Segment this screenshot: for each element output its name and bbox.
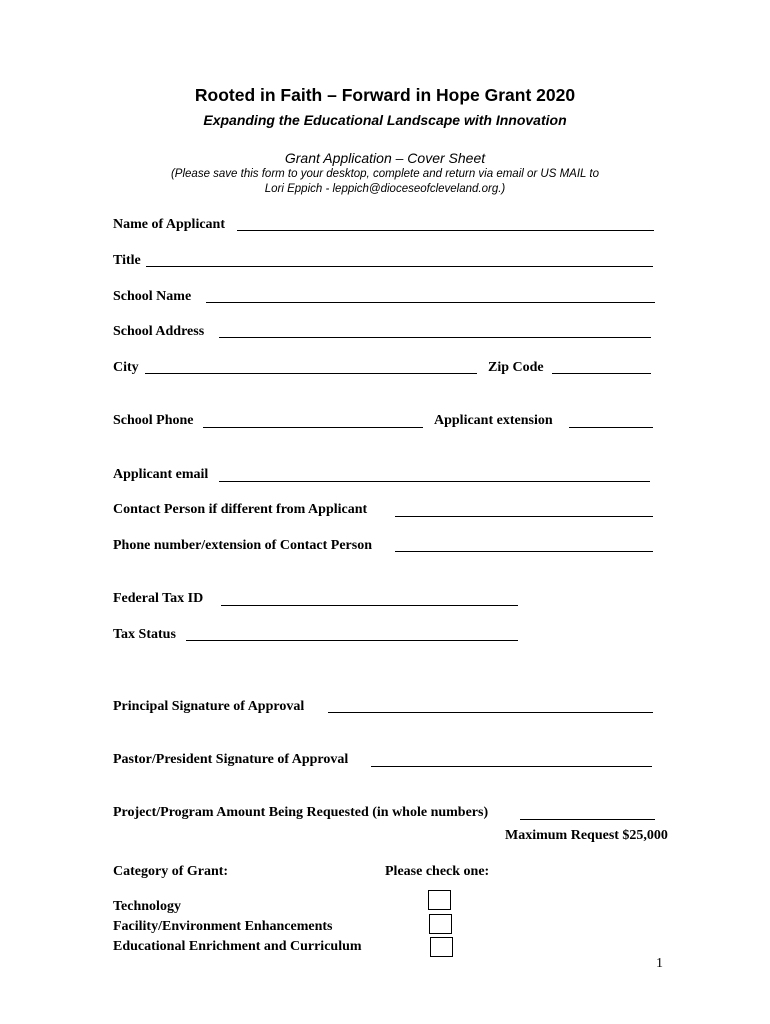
school-name-field[interactable] [206,302,655,303]
category-option-enrichment: Educational Enrichment and Curriculum [113,939,362,954]
applicant-email-label: Applicant email [113,467,209,482]
pastor-signature-field[interactable] [371,766,652,767]
category-label: Category of Grant: [113,864,229,879]
applicant-extension-field[interactable] [569,427,653,428]
school-name-label: School Name [113,289,192,304]
tax-status-field[interactable] [186,640,518,641]
contact-phone-label: Phone number/extension of Contact Person [113,538,372,553]
contact-phone-field[interactable] [395,551,653,552]
zip-code-label: Zip Code [488,360,544,375]
instruction-line-1: (Please save this form to your desktop, complete and return via email or US MAIL to [170,168,600,180]
category-option-facility: Facility/Environment Enhancements [113,919,333,934]
title-label: Title [113,253,141,268]
category-option-technology: Technology [113,899,181,914]
applicant-email-field[interactable] [219,481,650,482]
instruction-line-2: Lori Eppich - leppich@dioceseofcleveland.org.) [264,183,506,195]
federal-tax-id-field[interactable] [221,605,518,606]
name-of-applicant-field[interactable] [237,230,654,231]
zip-code-field[interactable] [552,373,651,374]
school-address-field[interactable] [219,337,651,338]
maximum-request-note: Maximum Request $25,000 [505,828,668,843]
principal-signature-label: Principal Signature of Approval [113,699,305,714]
title-field[interactable] [146,266,653,267]
school-phone-field[interactable] [203,427,423,428]
amount-requested-field[interactable] [520,819,655,820]
page-number: 1 [656,956,663,971]
school-phone-label: School Phone [113,413,194,428]
tax-status-label: Tax Status [113,627,176,642]
principal-signature-field[interactable] [328,712,653,713]
form-subtitle: Expanding the Educational Landscape with Innovation [203,112,567,128]
name-of-applicant-label: Name of Applicant [113,217,225,232]
technology-checkbox[interactable] [428,890,451,910]
facility-checkbox[interactable] [429,914,452,934]
school-address-label: School Address [113,324,205,339]
pastor-signature-label: Pastor/President Signature of Approval [113,752,349,767]
city-label: City [113,360,139,375]
amount-requested-label: Project/Program Amount Being Requested (in whole numbers) [113,805,489,820]
form-title: Rooted in Faith – Forward in Hope Grant 2020 [194,85,576,105]
federal-tax-id-label: Federal Tax ID [113,591,204,606]
instructions [0,167,770,197]
cover-sheet-heading: Grant Application – Cover Sheet [284,150,486,166]
contact-person-field[interactable] [395,516,653,517]
check-one-prompt: Please check one: [385,864,490,879]
contact-person-label: Contact Person if different from Applicant [113,502,368,517]
city-field[interactable] [145,373,477,374]
applicant-extension-label: Applicant extension [434,413,553,428]
enrichment-checkbox[interactable] [430,937,453,957]
